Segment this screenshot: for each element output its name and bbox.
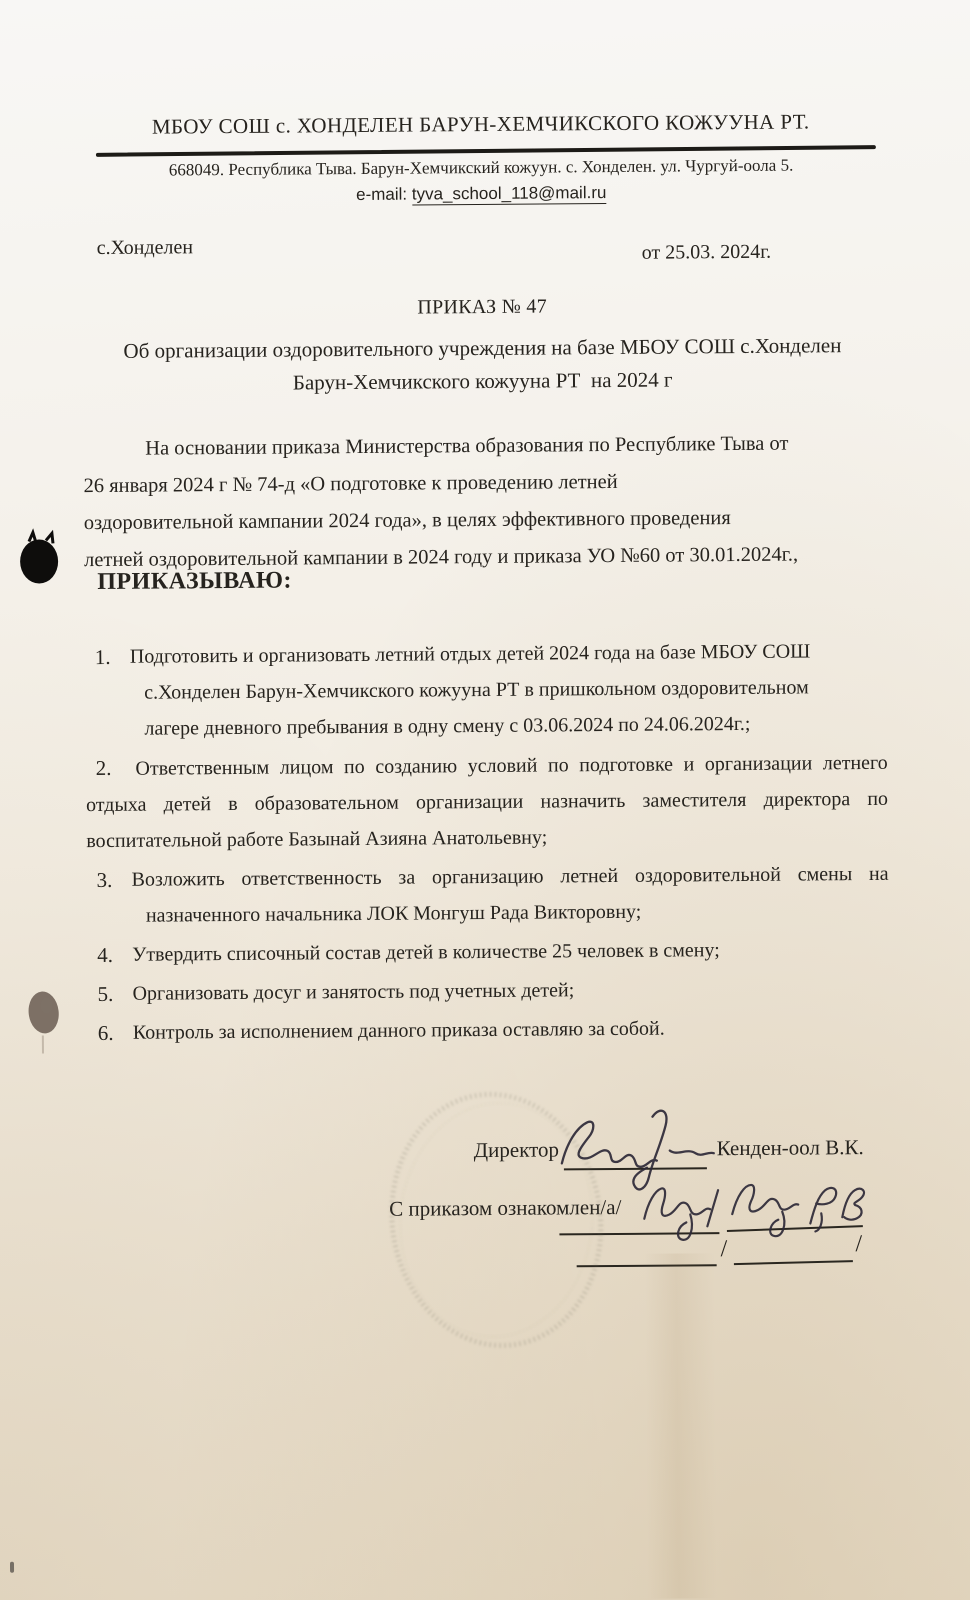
edge-speck — [10, 1562, 14, 1573]
ack-signature-line-1 — [559, 1196, 719, 1235]
item-line: с.Хонделен Барун-Хемчикского кожууна РТ в пришкольном оздоровительном — [144, 676, 809, 704]
item-number: 2. — [95, 755, 112, 781]
blank-slash-2: / — [855, 1231, 863, 1258]
place-label: с.Хонделен — [96, 236, 194, 260]
item-number: 3. — [96, 867, 113, 893]
org-name: МБОУ СОШ с. ХОНДЕЛЕН БАРУН-ХЕМЧИКСКОГО КОЖУУНА РТ. — [151, 109, 810, 139]
director-label: Директор — [473, 1137, 560, 1163]
item-line: Организовать досуг и занятость под учетных детей; — [132, 979, 575, 1005]
item-number: 4. — [97, 942, 114, 968]
email-label: e-mail: — [355, 184, 412, 204]
preamble-line: 26 января 2024 г № 74-д «О подготовке к проведению летней — [83, 470, 618, 498]
order-item — [88, 1009, 890, 1051]
director-signature-line — [564, 1136, 707, 1170]
hole-punch-black-icon — [20, 532, 58, 583]
ack-signature-line-2 — [726, 1189, 863, 1232]
email-link[interactable]: tyva_school_118@mail.ru — [411, 183, 607, 204]
order-title-line1: Об организации оздоровительного учреждения на базе МБОУ СОШ с.Хонделен — [123, 333, 842, 363]
item-line: Утвердить списочный состав детей в количестве 25 человек в смену; — [132, 939, 720, 966]
item-line: отдыха детей в образовательном организации назначить заместителя директора по — [85, 787, 889, 817]
item-number: 6. — [97, 1020, 114, 1046]
item-number: 5. — [97, 981, 114, 1007]
preamble-line: летней оздоровительной кампании в 2024 году и приказа УО №60 от 30.01.2024г., — [84, 543, 799, 572]
preamble-line: оздоровительной кампании 2024 года», в целях эффективного проведения — [83, 507, 731, 535]
item-line: Возложить ответственность за организацию летней оздоровительной смены на — [131, 862, 889, 891]
order-title-line2: Барун-Хемчикского кожууна РТ на 2024 г — [292, 367, 673, 395]
order-item — [87, 931, 889, 973]
item-line: назначенного начальника ЛОК Монгуш Рада Викторовну; — [145, 900, 642, 927]
decree-word: ПРИКАЗЫВАЮ: — [97, 567, 293, 596]
item-line: 2. Ответственным лицом по созданию условий по подготовке и организации летнего — [95, 751, 888, 781]
item-line: лагере дневного пребывания в одну смену с 03.06.2024 по 24.06.2024г.; — [144, 712, 751, 740]
item-number: 1. — [94, 644, 111, 670]
paper-crease — [645, 1253, 718, 1599]
blank-line-2 — [733, 1232, 853, 1265]
order-item — [87, 970, 889, 1012]
preamble — [83, 425, 884, 579]
preamble-line: На основании приказа Министерства образования по Республике Тыва от — [145, 432, 789, 460]
item-line: Подготовить и организовать летний отдых детей 2024 года на базе МБОУ СОШ — [129, 640, 811, 668]
email-line — [0, 180, 966, 208]
hole-punch-brown-icon — [26, 990, 61, 1054]
order-item — [86, 744, 889, 859]
blank-slash-1: / — [720, 1236, 728, 1263]
director-name: Кенден-оол В.К. — [716, 1135, 864, 1161]
item-line: Контроль за исполнением данного приказа оставляю за собой. — [132, 1017, 665, 1044]
date-label: от 25.03. 2024г. — [641, 240, 772, 264]
order-items — [85, 633, 890, 1054]
order-item — [86, 856, 889, 934]
order-item — [85, 633, 888, 747]
order-number: ПРИКАЗ № 47 — [417, 295, 548, 319]
item-line: воспитательной работе Базынай Азияна Анатольевну; — [86, 826, 548, 853]
acknowledged-label: С приказом ознакомлен/а/ — [389, 1194, 622, 1221]
org-address: 668049. Республика Тыва. Барун-Хемчикский кожуун. с. Хонделен. ул. Чургуй-оола 5. — [168, 155, 794, 180]
